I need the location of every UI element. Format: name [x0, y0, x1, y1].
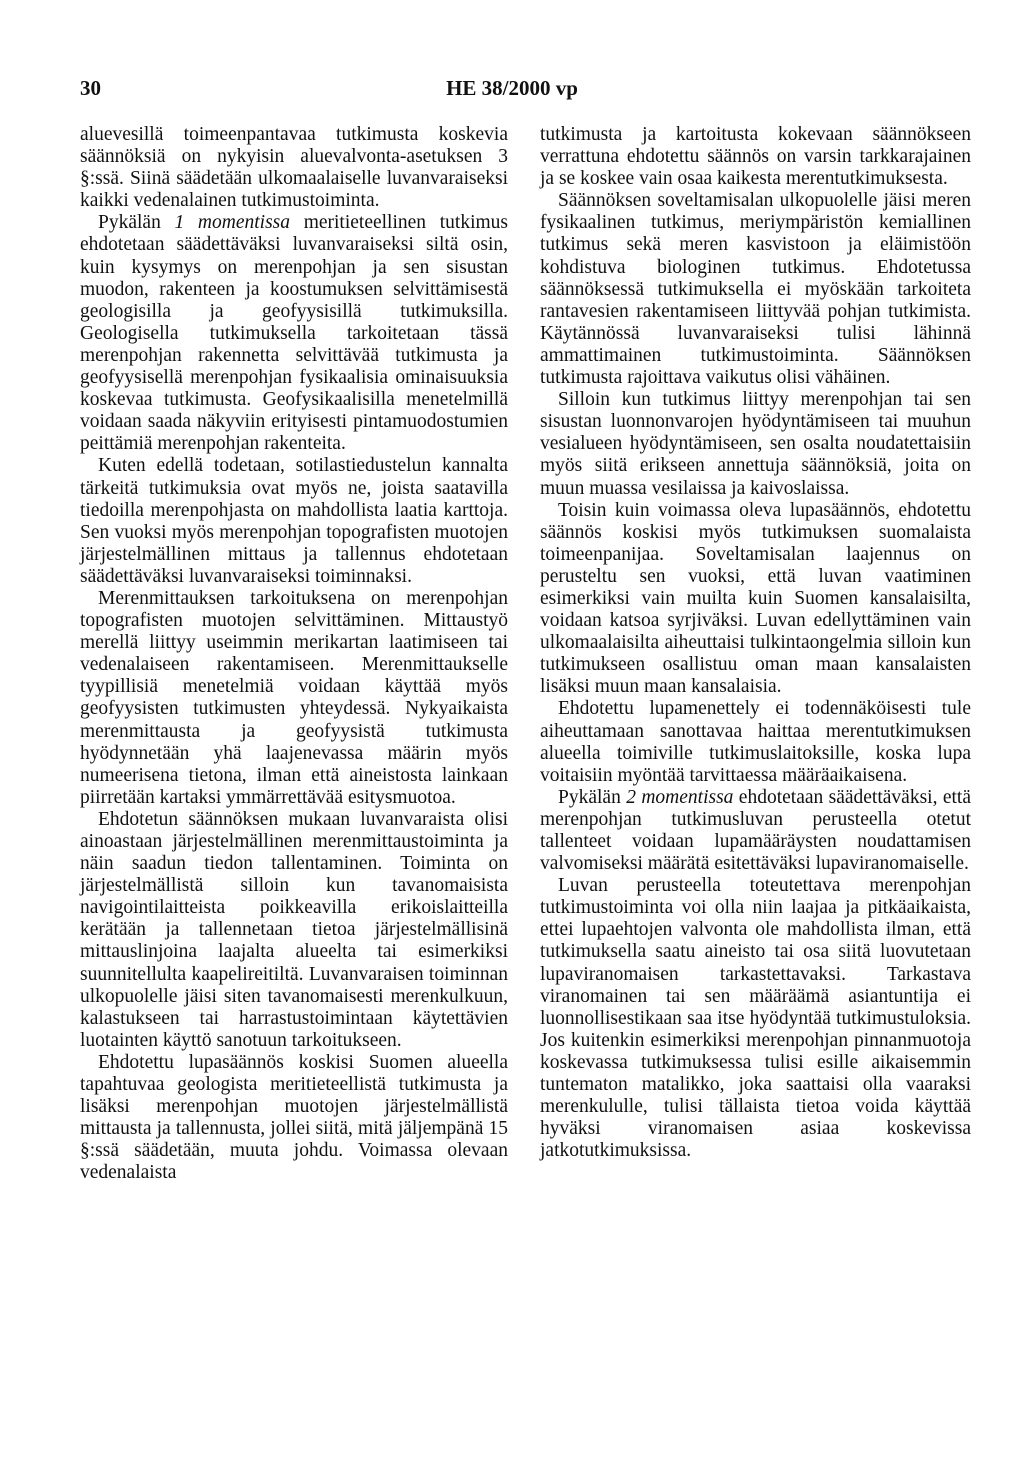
paragraph: Luvan perusteella toteutettava merenpohjan tutkimustoiminta voi olla niin laajaa ja pitkäaikaista, ettei lupaehtojen valvonta ole mahdollista ilman, että tutkimuksella saatu aineisto tai osa siitä luovutetaan lupaviranomaisen tarkastettavaksi. Tarkastava viranomainen tai sen määräämä asiantuntija ei luonnollisestikaan saa itse hyödyntää tutkimustuloksia. Jos kuitenkin esimerkiksi merenpohjan pinnanmuotoja koskevassa tutkimuksessa tulisi esille aikaisemmin tuntematon matalikko, joka saattaisi olla vaaraksi merenkululle, tulisi tällaista tietoa voida käyttää hyväksi viranomaisen asiaa koskevissa jatkotutkimuksissa. [540, 875, 971, 1162]
page-number: 30 [80, 76, 101, 100]
paragraph: Merenmittauksen tarkoituksena on merenpohjan topografisten muotojen selvittäminen. Mittaustyö merellä liittyy useimmin merikartan laatimiseen tai vedenalaiseen rakentamiseen. Merenmittaukselle tyypillisiä menetelmiä voidaan käyttää myös geofyysisten tutkimusten yhteydessä. Nykyaikaista merenmittausta ja geofyysistä tutkimusta hyödynnetään yhä laajenevassa määrin myös numeerisena tietona, ilman että aineistosta lainkaan piirretään kartaksi ymmärrettävää esitysmuotoa. [80, 587, 508, 808]
paragraph [540, 787, 971, 875]
paragraph: aluevesillä toimeenpantavaa tutkimusta koskevia säännöksiä on nykyisin aluevalvonta-asetuksen 3 §:ssä. Siinä säädetään ulkomaalaiselle luvanvaraiseksi kaikki vedenalainen tutkimustoiminta. [80, 124, 508, 212]
paragraph-text: Pykälän [98, 212, 175, 234]
paragraph-text: ehdotetaan säädettäväksi, että merenpohjan tutkimusluvan perusteella otetut tallenteet voidaan lupamääräysten noudattamisen valvomiseksi määrätä esitettäväksi lupaviranomaiselle. [540, 786, 971, 875]
right-column [540, 124, 971, 1162]
paragraph: Säännöksen soveltamisalan ulkopuolelle jäisi meren fysikaalinen tutkimus, meriympäristön kemiallinen tutkimus sekä meren kasvistoon ja eläimistöön kohdistuva biologinen tutkimus. Ehdotetussa säännöksessä tutkimuksella ei myöskään tarkoiteta rantavesien rakentamiseen liittyvää pohjan tutkimista. Käytännössä luvanvaraiseksi tulisi lähinnä ammattimainen tutkimustoiminta. Säännöksen tutkimusta rajoittava vaikutus olisi vähäinen. [540, 190, 971, 389]
paragraph: Kuten edellä todetaan, sotilastiedustelun kannalta tärkeitä tutkimuksia ovat myös ne, joista saatavilla tiedoilla merenpohjasta on mahdollista laatia karttoja. Sen vuoksi myös merenpohjan topografisten muotojen järjestelmällinen mittaus ja tallennus ehdotetaan säädettäväksi luvanvaraiseksi toiminnaksi. [80, 455, 508, 587]
paragraph: Silloin kun tutkimus liittyy merenpohjan tai sen sisustan luonnonvarojen hyödyntämiseen tai muuhun vesialueen hyödyntämiseen, sen osalta noudatettaisiin myös siitä erikseen annettuja säännöksiä, joita on muun muassa vesilaissa ja kaivoslaissa. [540, 389, 971, 499]
left-column [80, 124, 508, 1185]
paragraph: Ehdotettu lupasäännös koskisi Suomen alueella tapahtuvaa geologista meritieteellistä tutkimusta ja lisäksi merenpohjan muotojen järjestelmällistä mittausta ja tallennusta, jollei siitä, mitä jäljempänä 15 §:ssä säädetään, muuta johdu. Voimassa olevaan vedenalaista [80, 1051, 508, 1184]
paragraph-emphasis: 1 momentissa [174, 212, 291, 234]
paragraph-emphasis: 2 momentissa [626, 786, 734, 808]
paragraph: Ehdotettu lupamenettely ei todennäköisesti tule aiheuttamaan sanottavaa haittaa merentutkimuksen alueella toimiville tutkimuslaitoksille, koska lupa voitaisiin myöntää tarvittaessa määräaikaisena. [540, 698, 971, 786]
paragraph [80, 212, 508, 455]
paragraph: Ehdotetun säännöksen mukaan luvanvaraista olisi ainoastaan järjestelmällinen merenmittaustoiminta ja näin saadun tiedon tallentaminen. Toiminta on järjestelmällistä silloin kun tavanomaisista navigointilaitteista poikkeavilla erikoislaitteilla kerätään ja tallennetaan tietoa järjestelmällisinä mittauslinjoina laajalta alueelta tai esimerkiksi suunnitellulta kaapelireitiltä. Luvanvaraisen toiminnan ulkopuolelle jäisi siten tavanomaisesti merenkulkuun, kalastukseen tai harrastustoimintaan käytettävien luotainten käyttö sanotuun tarkoitukseen. [80, 808, 508, 1051]
paragraph-text: Pykälän [558, 786, 627, 808]
running-head: HE 38/2000 vp [446, 76, 578, 100]
paragraph: Toisin kuin voimassa oleva lupasäännös, ehdotettu säännös koskisi myös tutkimuksen suomalaista toimeenpanijaa. Soveltamisalan laajennus on perusteltu sen vuoksi, että luvan vaatiminen esimerkiksi vain muilta kuin Suomen kansalaisilta, voidaan katsoa syrjiväksi. Luvan edellyttäminen vain ulkomaalaisilta aiheuttaisi tulkintaongelmia silloin kun tutkimukseen osallistuu oman maan kansalaisten lisäksi muun maan kansalaisia. [540, 499, 971, 698]
paragraph-text: meritieteellinen tutkimus ehdotetaan säädettäväksi luvanvaraiseksi siltä osin, kuin kysymys on merenpohjan ja sen sisustan muodon, rakenteen ja koostumuksen selvittämisestä geologisilla ja geofyysisillä tutkimuksilla. Geologisella tutkimuksella tarkoitetaan tässä merenpohjan rakennetta selvittävää tutkimusta ja geofyysisellä merenpohjan fysikaalisia ominaisuuksia koskevaa tutkimusta. Geofysikaalisilla menetelmillä voidaan saada näkyviin erityisesti pintamuodostumien peittämiä merenpohjan rakenteita. [80, 212, 508, 455]
paragraph: tutkimusta ja kartoitusta kokevaan säännökseen verrattuna ehdotettu säännös on varsin tarkkarajainen ja se koskee vain osaa kaikesta merentutkimuksesta. [540, 124, 971, 190]
